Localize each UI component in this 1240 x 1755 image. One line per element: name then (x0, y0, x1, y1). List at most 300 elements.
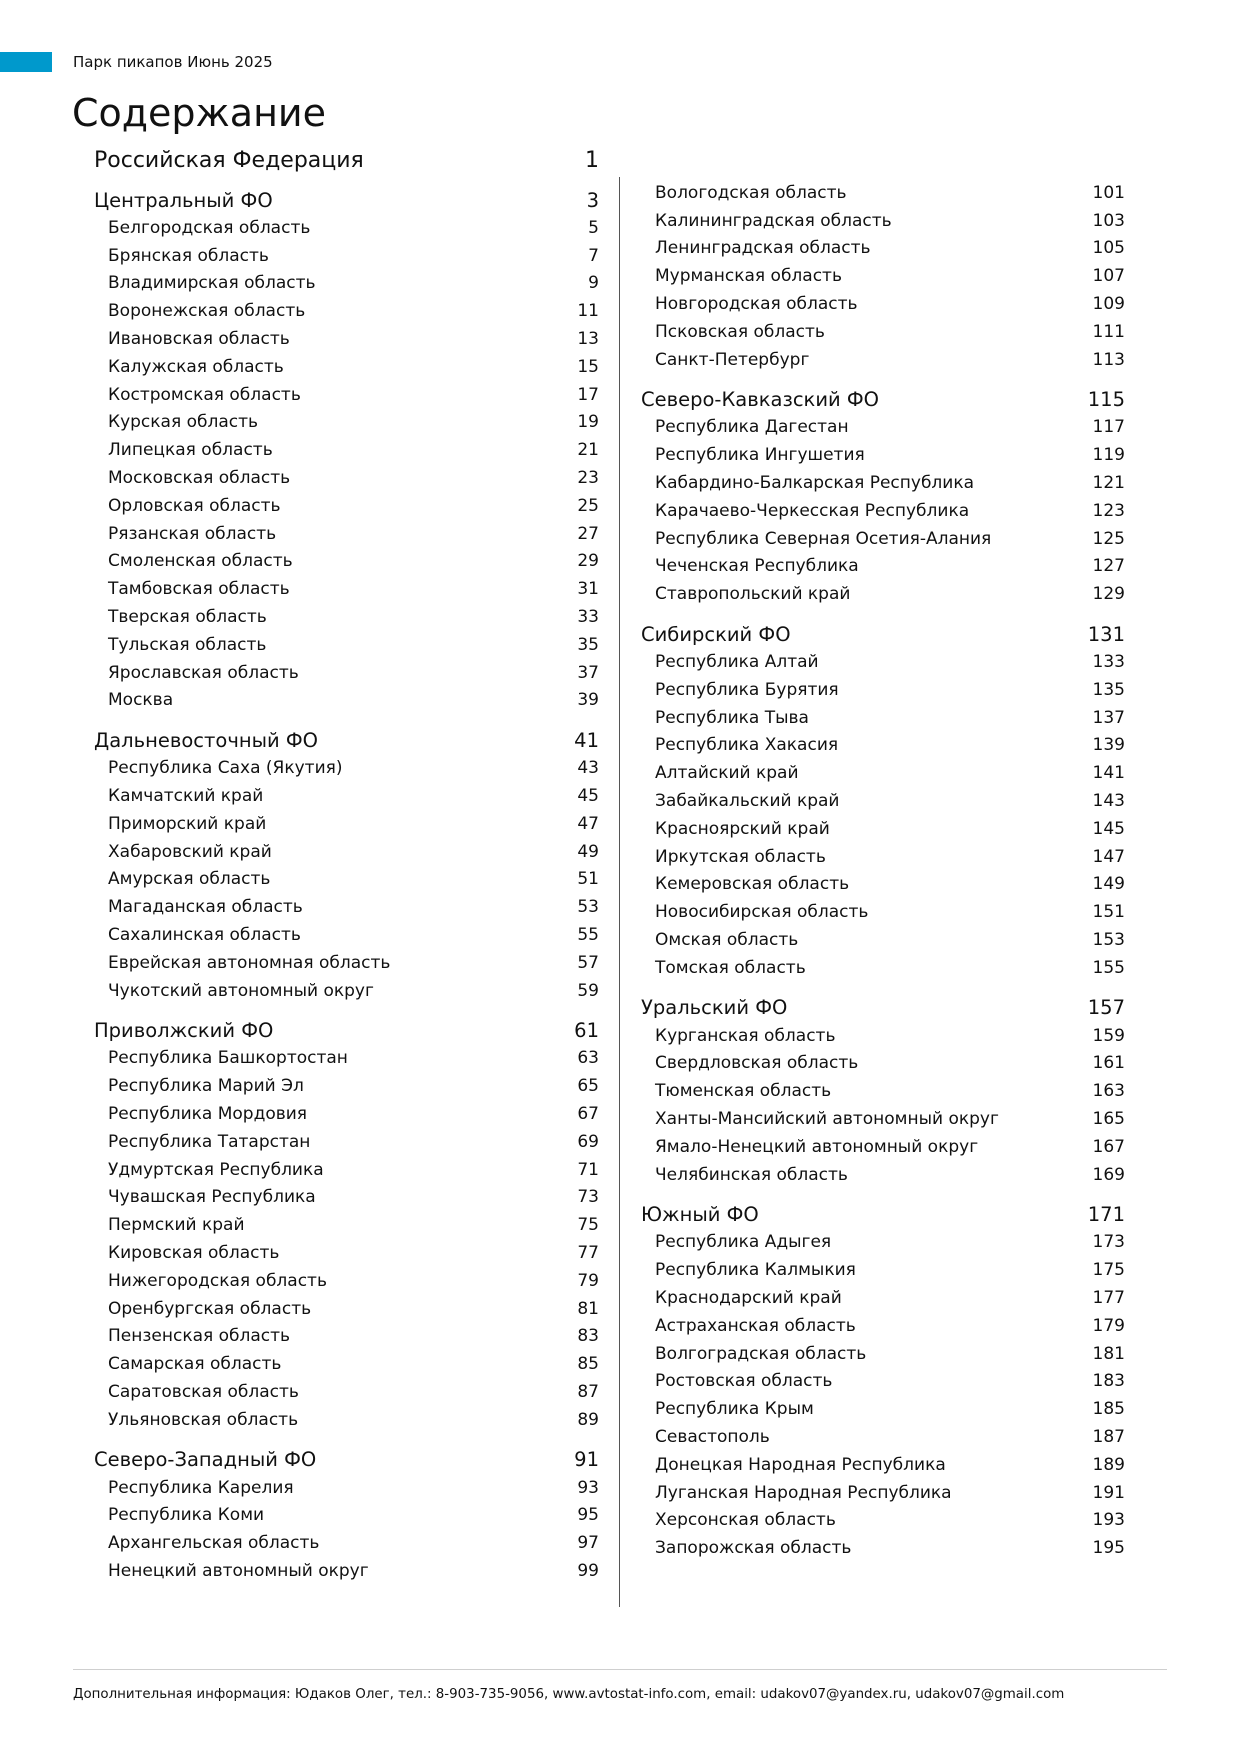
toc-entry-label: Рязанская область (108, 523, 277, 544)
toc-entry-label: Республика Марий Эл (108, 1076, 304, 1097)
toc-region-item[interactable] (641, 1312, 1125, 1340)
toc-district-heading[interactable] (641, 620, 1125, 648)
toc-entry-label: Московская область (108, 468, 291, 489)
toc-entry-label: Ставропольский край (655, 584, 851, 605)
toc-entry-page: 71 (577, 1159, 599, 1180)
toc-entry-label: Северо-Западный ФО (94, 1448, 317, 1472)
toc-entry-page: 81 (577, 1298, 599, 1319)
toc-region-item[interactable] (641, 787, 1125, 815)
toc-region-item[interactable] (641, 179, 1125, 207)
toc-entry-page: 93 (577, 1477, 599, 1498)
toc-entry-page: 163 (1092, 1081, 1125, 1102)
toc-entry-page: 143 (1092, 791, 1125, 812)
toc-region-item[interactable] (94, 214, 599, 242)
toc-region-item[interactable] (641, 414, 1125, 442)
toc-entry-label: Российская Федерация (94, 147, 364, 173)
toc-entry-page: 13 (577, 329, 599, 350)
toc-entry-label: Республика Башкортостан (108, 1048, 348, 1069)
toc-region-item[interactable] (94, 1267, 599, 1295)
toc-region-item[interactable] (94, 436, 599, 464)
toc-entry-label: Челябинская область (655, 1164, 848, 1185)
toc-region-item[interactable] (94, 520, 599, 548)
toc-entry-page: 147 (1092, 846, 1125, 867)
toc-region-item[interactable] (94, 838, 599, 866)
toc-entry-label: Тамбовская область (108, 579, 290, 600)
toc-region-item[interactable] (641, 290, 1125, 318)
toc-entry-label: Центральный ФО (94, 188, 273, 212)
toc-region-item[interactable] (94, 977, 599, 1005)
toc-region-item[interactable] (641, 318, 1125, 346)
toc-entry-page: 39 (577, 690, 599, 711)
toc-entry-label: Республика Саха (Якутия) (108, 758, 343, 779)
toc-entry-label: Смоленская область (108, 551, 293, 572)
toc-district-heading[interactable] (94, 726, 599, 754)
toc-region-item[interactable] (641, 1133, 1125, 1161)
toc-entry-page: 99 (577, 1560, 599, 1581)
toc-entry-label: Оренбургская область (108, 1298, 312, 1319)
toc-entry-label: Воронежская область (108, 301, 306, 322)
toc-region-item[interactable] (641, 1423, 1125, 1451)
toc-entry-page: 101 (1092, 182, 1125, 203)
toc-entry-page: 157 (1087, 996, 1125, 1020)
toc-region-item[interactable] (641, 580, 1125, 608)
toc-region-item[interactable] (94, 353, 599, 381)
toc-entry-label: Сахалинская область (108, 925, 301, 946)
toc-entry-page: 105 (1092, 238, 1125, 259)
toc-region-item[interactable] (94, 603, 599, 631)
header-accent-bar (0, 52, 52, 72)
toc-region-item[interactable] (94, 297, 599, 325)
toc-entry-label: Кабардино-Балкарская Республика (655, 473, 975, 494)
toc-entry-label: Чеченская Республика (655, 556, 859, 577)
toc-region-item[interactable] (641, 525, 1125, 553)
toc-entry-page: 191 (1092, 1482, 1125, 1503)
toc-entry-page: 55 (577, 925, 599, 946)
toc-region-item[interactable] (641, 235, 1125, 263)
toc-district-heading[interactable] (94, 1017, 599, 1045)
toc-entry-page: 53 (577, 897, 599, 918)
toc-region-item[interactable] (94, 810, 599, 838)
toc-entry-label: Нижегородская область (108, 1270, 327, 1291)
toc-entry-page: 119 (1092, 445, 1125, 466)
column-divider (619, 177, 620, 1607)
toc-entry-label: Томская область (655, 957, 806, 978)
toc-entry-page: 21 (577, 440, 599, 461)
toc-district-heading[interactable] (94, 1446, 599, 1474)
toc-entry-label: Республика Калмыкия (655, 1260, 856, 1281)
toc-entry-page: 91 (574, 1448, 599, 1472)
toc-region-item[interactable] (641, 1022, 1125, 1050)
toc-region-item[interactable] (94, 409, 599, 437)
toc-region-item[interactable] (94, 270, 599, 298)
toc-region-item[interactable] (641, 1451, 1125, 1479)
toc-entry-label: Ярославская область (108, 662, 299, 683)
footer-contact-info: Дополнительная информация: Юдаков Олег, тел.: 8-903-735-9056, www.avtostat-info.com, email: udakov07@yandex.ru, udakov07@gmail.com (73, 1687, 1065, 1702)
toc-entry-label: Республика Северная Осетия-Алания (655, 528, 992, 549)
toc-entry-label: Херсонская область (655, 1510, 836, 1531)
toc-region-item[interactable] (641, 704, 1125, 732)
toc-entry-label: Омская область (655, 930, 799, 951)
toc-entry-label: Новосибирская область (655, 902, 869, 923)
toc-region-item[interactable] (641, 843, 1125, 871)
toc-region-item[interactable] (94, 1322, 599, 1350)
toc-region-item[interactable] (641, 676, 1125, 704)
toc-region-item[interactable] (94, 1100, 599, 1128)
toc-entry-russian-federation[interactable] (94, 146, 599, 174)
toc-entry-page: 187 (1092, 1426, 1125, 1447)
toc-entry-page: 1 (585, 147, 599, 173)
toc-entry-label: Пензенская область (108, 1326, 291, 1347)
toc-entry-label: Вологодская область (655, 182, 847, 203)
toc-entry-label: Красноярский край (655, 818, 830, 839)
toc-entry-page: 107 (1092, 266, 1125, 287)
toc-district-heading[interactable] (641, 1201, 1125, 1229)
toc-entry-page: 123 (1092, 500, 1125, 521)
toc-entry-label: Псковская область (655, 321, 825, 342)
toc-entry-label: Севастополь (655, 1426, 770, 1447)
toc-entry-label: Алтайский край (655, 763, 799, 784)
toc-entry-label: Иркутская область (655, 846, 826, 867)
toc-entry-page: 3 (586, 188, 599, 212)
toc-entry-page: 161 (1092, 1053, 1125, 1074)
toc-entry-label: Республика Бурятия (655, 679, 839, 700)
toc-left-list (94, 186, 599, 1585)
toc-region-item[interactable] (94, 1501, 599, 1529)
toc-region-item[interactable] (94, 659, 599, 687)
toc-entry-page: 83 (577, 1326, 599, 1347)
toc-region-item[interactable] (94, 1406, 599, 1434)
toc-entry-label: Ростовская область (655, 1371, 833, 1392)
toc-entry-page: 193 (1092, 1510, 1125, 1531)
toc-entry-label: Тюменская область (655, 1081, 832, 1102)
toc-entry-label: Чукотский автономный округ (108, 980, 374, 1001)
toc-entry-label: Астраханская область (655, 1315, 856, 1336)
toc-entry-label: Калининградская область (655, 210, 892, 231)
toc-region-item[interactable] (641, 1077, 1125, 1105)
toc-region-item[interactable] (641, 871, 1125, 899)
toc-region-item[interactable] (94, 782, 599, 810)
toc-region-item[interactable] (641, 1105, 1125, 1133)
toc-entry-page: 89 (577, 1409, 599, 1430)
toc-entry-label: Уральский ФО (641, 996, 788, 1020)
toc-region-item[interactable] (641, 346, 1125, 374)
toc-region-item[interactable] (641, 469, 1125, 497)
toc-entry-page: 145 (1092, 818, 1125, 839)
toc-entry-page: 95 (577, 1505, 599, 1526)
toc-entry-page: 171 (1087, 1203, 1125, 1226)
toc-region-item[interactable] (94, 1184, 599, 1212)
footer-divider (73, 1669, 1167, 1670)
toc-region-item[interactable] (641, 1256, 1125, 1284)
toc-entry-label: Камчатский край (108, 786, 264, 807)
toc-entry-label: Курганская область (655, 1025, 836, 1046)
toc-entry-label: Забайкальский край (655, 791, 840, 812)
toc-entry-page: 25 (577, 495, 599, 516)
toc-entry-label: Республика Алтай (655, 652, 819, 673)
toc-entry-page: 59 (577, 980, 599, 1001)
toc-region-item[interactable] (94, 754, 599, 782)
toc-region-item[interactable] (94, 631, 599, 659)
toc-entry-page: 121 (1092, 473, 1125, 494)
toc-entry-page: 67 (577, 1104, 599, 1124)
toc-entry-label: Южный ФО (641, 1203, 759, 1226)
toc-entry-page: 29 (577, 551, 599, 572)
toc-entry-page: 33 (577, 607, 599, 628)
toc-entry-page: 129 (1092, 584, 1125, 605)
toc-region-item[interactable] (94, 1128, 599, 1156)
toc-entry-label: Еврейская автономная область (108, 952, 391, 973)
toc-entry-label: Амурская область (108, 869, 271, 890)
toc-region-item[interactable] (641, 815, 1125, 843)
toc-entry-label: Республика Дагестан (655, 417, 849, 438)
toc-entry-label: Ямало-Ненецкий автономный округ (655, 1136, 979, 1157)
toc-entry-label: Ивановская область (108, 329, 290, 350)
toc-entry-label: Ленинградская область (655, 238, 871, 259)
toc-region-item[interactable] (94, 1557, 599, 1585)
toc-region-item[interactable] (641, 1229, 1125, 1257)
toc-region-item[interactable] (94, 1295, 599, 1323)
toc-entry-label: Запорожская область (655, 1538, 852, 1559)
toc-region-item[interactable] (94, 893, 599, 921)
toc-entry-label: Карачаево-Черкесская Республика (655, 500, 970, 521)
toc-entry-label: Республика Крым (655, 1399, 814, 1420)
toc-entry-label: Свердловская область (655, 1053, 859, 1074)
toc-entry-page: 35 (577, 634, 599, 655)
toc-entry-label: Кировская область (108, 1242, 280, 1263)
toc-entry-label: Республика Ингушетия (655, 445, 865, 466)
toc-entry-page: 181 (1092, 1343, 1125, 1364)
toc-entry-label: Ульяновская область (108, 1409, 299, 1430)
toc-entry-label: Северо-Кавказский ФО (641, 388, 880, 412)
toc-region-item[interactable] (94, 1211, 599, 1239)
toc-entry-page: 133 (1092, 652, 1125, 673)
toc-entry-page: 131 (1087, 622, 1125, 646)
toc-entry-label: Санкт-Петербург (655, 349, 810, 370)
toc-entry-label: Республика Коми (108, 1505, 265, 1526)
toc-entry-page: 5 (588, 217, 599, 238)
toc-entry-label: Сибирский ФО (641, 622, 791, 646)
toc-region-item[interactable] (94, 866, 599, 894)
toc-entry-page: 149 (1092, 874, 1125, 895)
page-title: Содержание (72, 91, 326, 135)
toc-entry-page: 141 (1092, 763, 1125, 784)
toc-region-item[interactable] (641, 1161, 1125, 1189)
toc-entry-label: Калужская область (108, 356, 284, 377)
toc-region-item[interactable] (94, 1045, 599, 1073)
toc-entry-label: Приволжский ФО (94, 1019, 274, 1043)
toc-entry-page: 165 (1092, 1109, 1125, 1129)
toc-entry-page: 11 (577, 301, 599, 322)
toc-entry-page: 23 (577, 468, 599, 489)
toc-region-item[interactable] (641, 648, 1125, 676)
toc-entry-page: 111 (1092, 321, 1125, 342)
toc-entry-page: 19 (577, 412, 599, 433)
toc-entry-label: Республика Карелия (108, 1477, 294, 1498)
document-header-title: Парк пикапов Июнь 2025 (73, 53, 273, 71)
toc-entry-page: 87 (577, 1381, 599, 1402)
toc-entry-page: 77 (577, 1242, 599, 1263)
toc-right-list (641, 179, 1125, 1562)
toc-entry-label: Республика Тыва (655, 707, 809, 728)
toc-entry-page: 73 (577, 1187, 599, 1208)
toc-region-item[interactable] (94, 381, 599, 409)
toc-entry-label: Брянская область (108, 245, 269, 266)
toc-entry-label: Луганская Народная Республика (655, 1482, 952, 1503)
toc-entry-page: 179 (1092, 1315, 1125, 1336)
toc-entry-page: 37 (577, 662, 599, 683)
toc-entry-label: Удмуртская Республика (108, 1159, 324, 1180)
toc-region-item[interactable] (641, 1367, 1125, 1395)
toc-region-item[interactable] (641, 262, 1125, 290)
toc-region-item[interactable] (641, 441, 1125, 469)
toc-entry-page: 173 (1092, 1232, 1125, 1253)
toc-entry-label: Москва (108, 690, 174, 711)
toc-entry-page: 27 (577, 523, 599, 544)
toc-entry-label: Краснодарский край (655, 1287, 842, 1308)
toc-entry-page: 113 (1092, 349, 1125, 370)
toc-region-item[interactable] (94, 548, 599, 576)
toc-left-column (94, 146, 599, 1585)
toc-entry-page: 43 (577, 758, 599, 779)
toc-entry-label: Дальневосточный ФО (94, 728, 318, 752)
toc-entry-label: Кемеровская область (655, 874, 850, 895)
toc-region-item[interactable] (641, 1479, 1125, 1507)
toc-entry-label: Приморский край (108, 813, 267, 834)
toc-entry-page: 167 (1092, 1136, 1125, 1157)
toc-entry-page: 57 (577, 952, 599, 973)
toc-region-item[interactable] (641, 1506, 1125, 1534)
toc-entry-page: 103 (1092, 210, 1125, 231)
toc-entry-label: Республика Хакасия (655, 735, 839, 756)
toc-entry-page: 127 (1092, 556, 1125, 577)
toc-entry-page: 135 (1092, 679, 1125, 700)
toc-entry-label: Новгородская область (655, 294, 858, 315)
toc-entry-label: Тульская область (108, 634, 267, 655)
toc-entry-label: Липецкая область (108, 440, 273, 461)
toc-entry-label: Курская область (108, 412, 259, 433)
toc-region-item[interactable] (94, 1239, 599, 1267)
toc-entry-label: Республика Татарстан (108, 1131, 311, 1152)
toc-entry-page: 61 (574, 1019, 599, 1043)
toc-entry-page: 49 (577, 841, 599, 862)
toc-region-item[interactable] (94, 242, 599, 270)
toc-region-item[interactable] (94, 921, 599, 949)
toc-entry-label: Архангельская область (108, 1533, 320, 1554)
toc-district-heading[interactable] (641, 386, 1125, 414)
toc-entry-label: Магаданская область (108, 897, 303, 918)
toc-entry-page: 189 (1092, 1454, 1125, 1475)
toc-entry-label: Чувашская Республика (108, 1187, 316, 1208)
toc-region-item[interactable] (94, 1378, 599, 1406)
toc-entry-label: Пермский край (108, 1215, 245, 1236)
toc-region-item[interactable] (94, 1350, 599, 1378)
toc-entry-label: Владимирская область (108, 273, 316, 294)
toc-entry-page: 75 (577, 1215, 599, 1236)
toc-entry-page: 9 (588, 273, 599, 294)
toc-entry-page: 117 (1092, 417, 1125, 438)
toc-entry-page: 79 (577, 1270, 599, 1291)
toc-entry-page: 195 (1092, 1538, 1125, 1559)
toc-entry-label: Самарская область (108, 1354, 282, 1375)
toc-region-item[interactable] (641, 553, 1125, 581)
toc-entry-page: 45 (577, 786, 599, 807)
toc-entry-page: 51 (577, 869, 599, 890)
toc-region-item[interactable] (94, 325, 599, 353)
toc-region-item[interactable] (641, 1395, 1125, 1423)
toc-region-item[interactable] (94, 687, 599, 715)
toc-entry-page: 137 (1092, 707, 1125, 728)
toc-entry-page: 115 (1087, 388, 1125, 412)
toc-entry-page: 17 (577, 384, 599, 405)
toc-region-item[interactable] (94, 1156, 599, 1184)
toc-region-item[interactable] (94, 1072, 599, 1100)
toc-region-item[interactable] (94, 492, 599, 520)
toc-entry-label: Костромская область (108, 384, 301, 405)
toc-entry-page: 155 (1092, 957, 1125, 978)
toc-entry-page: 125 (1092, 528, 1125, 549)
toc-entry-page: 153 (1092, 930, 1125, 951)
toc-district-heading[interactable] (641, 994, 1125, 1022)
toc-entry-page: 97 (577, 1533, 599, 1554)
toc-entry-label: Донецкая Народная Республика (655, 1454, 946, 1475)
toc-region-item[interactable] (641, 926, 1125, 954)
toc-entry-label: Ханты-Мансийский автономный округ (655, 1109, 999, 1129)
toc-entry-page: 7 (588, 245, 599, 266)
toc-entry-page: 151 (1092, 902, 1125, 923)
toc-region-item[interactable] (641, 1284, 1125, 1312)
toc-entry-page: 175 (1092, 1260, 1125, 1281)
toc-entry-page: 65 (577, 1076, 599, 1097)
toc-entry-page: 177 (1092, 1287, 1125, 1308)
toc-entry-label: Республика Мордовия (108, 1104, 308, 1124)
toc-region-item[interactable] (94, 1529, 599, 1557)
toc-entry-page: 139 (1092, 735, 1125, 756)
toc-entry-page: 15 (577, 356, 599, 377)
toc-district-heading[interactable] (94, 186, 599, 214)
toc-entry-page: 41 (574, 728, 599, 752)
toc-entry-page: 159 (1092, 1025, 1125, 1046)
toc-region-item[interactable] (641, 954, 1125, 982)
toc-entry-label: Республика Адыгея (655, 1232, 832, 1253)
toc-region-item[interactable] (641, 1340, 1125, 1368)
toc-entry-page: 169 (1092, 1164, 1125, 1185)
toc-region-item[interactable] (641, 759, 1125, 787)
toc-region-item[interactable] (94, 1474, 599, 1502)
toc-entry-page: 185 (1092, 1399, 1125, 1420)
toc-entry-page: 183 (1092, 1371, 1125, 1392)
toc-entry-label: Белгородская область (108, 217, 311, 238)
toc-region-item[interactable] (641, 732, 1125, 760)
toc-entry-label: Волгоградская область (655, 1343, 867, 1364)
toc-entry-page: 31 (577, 579, 599, 600)
toc-entry-label: Хабаровский край (108, 841, 272, 862)
toc-region-item[interactable] (94, 575, 599, 603)
toc-right-column (641, 179, 1125, 1562)
toc-region-item[interactable] (641, 497, 1125, 525)
toc-entry-page: 109 (1092, 294, 1125, 315)
toc-entry-page: 69 (577, 1131, 599, 1152)
toc-region-item[interactable] (641, 1534, 1125, 1562)
toc-entry-page: 63 (577, 1048, 599, 1069)
toc-region-item[interactable] (641, 898, 1125, 926)
toc-region-item[interactable] (94, 949, 599, 977)
toc-region-item[interactable] (94, 464, 599, 492)
toc-region-item[interactable] (641, 1050, 1125, 1078)
toc-entry-page: 85 (577, 1354, 599, 1375)
toc-entry-label: Орловская область (108, 495, 281, 516)
toc-entry-label: Саратовская область (108, 1381, 299, 1402)
toc-region-item[interactable] (641, 207, 1125, 235)
